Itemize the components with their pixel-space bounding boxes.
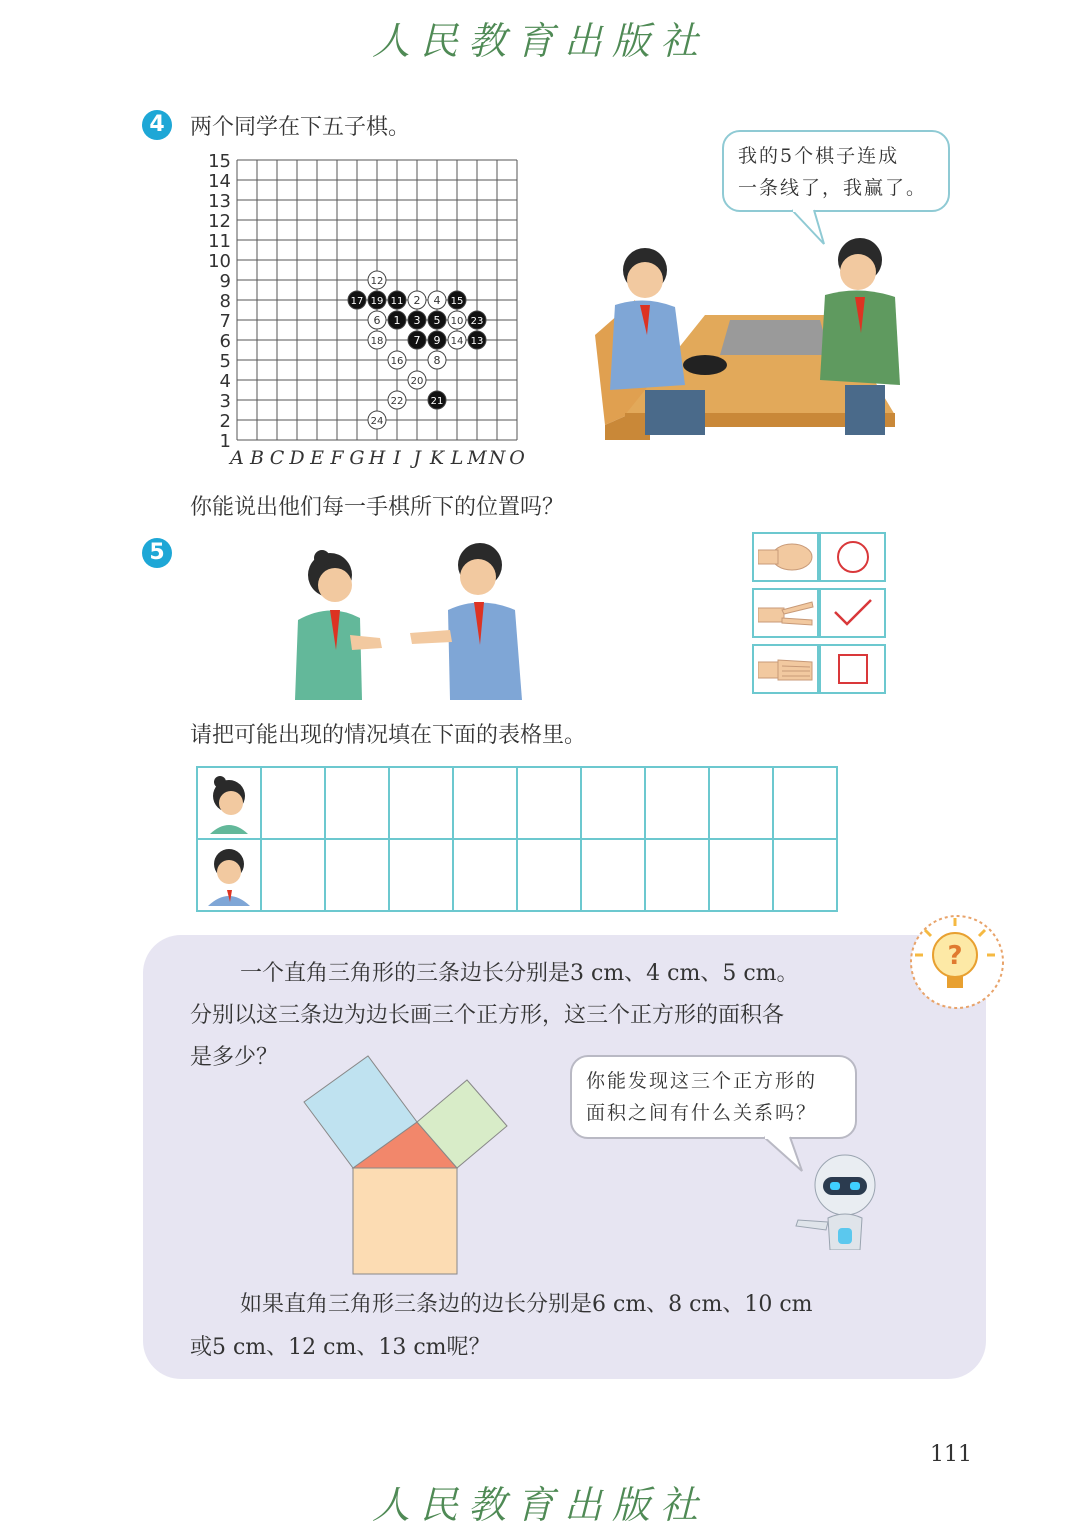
- gomoku-board: [195, 148, 535, 473]
- row-label: 12: [208, 211, 231, 232]
- table-cell[interactable]: [389, 839, 453, 911]
- white-stone: [388, 391, 406, 409]
- table-row: [197, 767, 837, 839]
- outcome-table: [196, 766, 838, 912]
- stone-number: 20: [410, 376, 424, 387]
- col-label: J: [413, 447, 421, 469]
- black-stone: [368, 291, 386, 309]
- stone-number: 1: [393, 314, 401, 327]
- stone-number: 12: [370, 276, 384, 287]
- circle-symbol: [819, 532, 886, 582]
- black-stone: [428, 391, 446, 409]
- table-cell[interactable]: [645, 767, 709, 839]
- col-label: C: [269, 447, 285, 469]
- think-paragraph: 一个直角三角形的三条边长分别是3 cm、4 cm、5 cm。: [240, 961, 799, 986]
- lightbulb-question-icon: [905, 910, 1010, 1010]
- row-label: 11: [208, 231, 231, 252]
- girl-avatar: [197, 767, 261, 839]
- col-label: N: [488, 447, 506, 469]
- stone-number: 24: [370, 416, 384, 427]
- table-cell[interactable]: [773, 839, 837, 911]
- table-cell[interactable]: [453, 767, 517, 839]
- stone-number: 16: [390, 356, 404, 367]
- row-label: 6: [219, 331, 231, 352]
- table-cell[interactable]: [261, 839, 325, 911]
- rock-hand-icon: [752, 532, 819, 582]
- stone-number: 2: [413, 294, 421, 307]
- stone-number: 5: [433, 314, 441, 327]
- black-stone: [428, 311, 446, 329]
- row-label: 1: [219, 431, 231, 452]
- stone-number: 9: [433, 334, 441, 347]
- row-label: 8: [219, 291, 231, 312]
- think-paragraph: 是多少？: [190, 1045, 279, 1070]
- stone-number: 4: [433, 294, 441, 307]
- table-cell[interactable]: [389, 767, 453, 839]
- row-label: 2: [219, 411, 231, 432]
- scissors-hand-icon: [752, 588, 819, 638]
- table-cell[interactable]: [325, 839, 389, 911]
- col-label: K: [429, 447, 445, 469]
- table-cell[interactable]: [709, 767, 773, 839]
- pythagoras-figure: [295, 1048, 515, 1280]
- stone-number: 3: [413, 314, 421, 327]
- white-stone: [448, 311, 466, 329]
- bubble-line: 你能发现这三个正方形的: [586, 1070, 818, 1092]
- svg-text:?: ?: [947, 941, 963, 971]
- table-cell[interactable]: [261, 767, 325, 839]
- black-stone: [388, 291, 406, 309]
- stone-number: 8: [433, 354, 441, 367]
- black-stone: [468, 311, 486, 329]
- col-label: O: [509, 447, 525, 469]
- black-stone: [468, 331, 486, 349]
- col-label: H: [368, 447, 386, 469]
- stone-number: 15: [450, 296, 464, 307]
- rps-legend-row: [752, 644, 886, 694]
- paper-hand-icon: [752, 644, 819, 694]
- white-stone: [388, 351, 406, 369]
- stone-number: 11: [390, 296, 404, 307]
- table-cell[interactable]: [581, 839, 645, 911]
- col-label: E: [310, 447, 324, 469]
- stone-number: 22: [390, 396, 404, 407]
- board-col-labels: [228, 447, 525, 469]
- table-cell[interactable]: [773, 767, 837, 839]
- stone-number: 21: [430, 396, 444, 407]
- stone-number: 18: [370, 336, 384, 347]
- black-stone: [408, 331, 426, 349]
- row-label: 15: [208, 151, 231, 172]
- col-label: D: [289, 447, 305, 469]
- row-label: 9: [219, 271, 231, 292]
- white-stone: [368, 271, 386, 289]
- stone-number: 23: [470, 316, 484, 327]
- row-label: 7: [219, 311, 231, 332]
- square-symbol: [819, 644, 886, 694]
- col-label: F: [330, 447, 344, 469]
- stone-number: 10: [450, 316, 464, 327]
- white-stone: [368, 311, 386, 329]
- table-cell[interactable]: [517, 767, 581, 839]
- white-stone: [408, 371, 426, 389]
- black-stone: [388, 311, 406, 329]
- row-label: 4: [219, 371, 231, 392]
- question-number-badge: 4: [142, 110, 172, 140]
- col-label: B: [250, 447, 264, 469]
- white-stone: [448, 331, 466, 349]
- white-stone: [428, 351, 446, 369]
- table-cell[interactable]: [581, 767, 645, 839]
- publisher-header: 人民教育出版社: [371, 19, 708, 63]
- question-text: 你能说出他们每一手棋所下的位置吗？: [190, 495, 565, 520]
- stone-number: 7: [413, 334, 421, 347]
- rps-legend-row: [752, 532, 886, 582]
- bubble-line: 面积之间有什么关系吗？: [586, 1102, 818, 1124]
- think-paragraph: 分别以这三条边为边长画三个正方形，这三个正方形的面积各: [190, 1003, 785, 1028]
- question-number-badge: 5: [142, 538, 172, 568]
- speech-bubble: [722, 130, 950, 212]
- col-label: A: [230, 447, 244, 469]
- stone-number: 17: [350, 296, 364, 307]
- black-stone: [348, 291, 366, 309]
- speech-bubble: [570, 1055, 857, 1139]
- stone-number: 13: [470, 336, 484, 347]
- rock-paper-scissors-illustration: [290, 540, 530, 705]
- question-title: 两个同学在下五子棋。: [190, 115, 411, 140]
- black-stone: [408, 311, 426, 329]
- white-stone: [428, 291, 446, 309]
- robot-icon: [790, 1150, 890, 1250]
- row-label: 14: [208, 171, 231, 192]
- white-stone: [368, 331, 386, 349]
- col-label: G: [349, 447, 365, 469]
- white-stone: [408, 291, 426, 309]
- stone-number: 14: [450, 336, 464, 347]
- board-row-labels: [208, 151, 231, 452]
- col-label: L: [450, 447, 464, 469]
- stone-number: 19: [370, 296, 384, 307]
- table-cell[interactable]: [709, 839, 773, 911]
- white-stone: [368, 411, 386, 429]
- question-text: 请把可能出现的情况填在下面的表格里。: [190, 723, 587, 748]
- black-stone: [448, 291, 466, 309]
- bubble-line: 我的5个棋子连成: [738, 145, 900, 167]
- think-paragraph: 或5 cm、12 cm、13 cm呢？: [190, 1335, 491, 1360]
- check-symbol: [819, 588, 886, 638]
- table-cell[interactable]: [517, 839, 581, 911]
- table-cell[interactable]: [453, 839, 517, 911]
- rps-legend-row: [752, 588, 886, 638]
- row-label: 3: [219, 391, 231, 412]
- black-stone: [428, 331, 446, 349]
- row-label: 5: [219, 351, 231, 372]
- row-label: 13: [208, 191, 231, 212]
- col-label: M: [467, 447, 487, 469]
- stone-number: 6: [373, 314, 381, 327]
- page-number: 111: [930, 1442, 972, 1467]
- players-illustration: [575, 215, 920, 440]
- rps-legend: [752, 532, 886, 700]
- think-paragraph: 如果直角三角形三条边的边长分别是6 cm、8 cm、10 cm: [240, 1292, 813, 1317]
- table-cell[interactable]: [645, 839, 709, 911]
- col-label: I: [393, 447, 401, 469]
- table-row: [197, 839, 837, 911]
- bubble-line: 一条线了，我赢了。: [738, 177, 928, 199]
- row-label: 10: [208, 251, 231, 272]
- boy-avatar: [197, 839, 261, 911]
- table-cell[interactable]: [325, 767, 389, 839]
- publisher-footer: 人民教育出版社: [371, 1483, 708, 1527]
